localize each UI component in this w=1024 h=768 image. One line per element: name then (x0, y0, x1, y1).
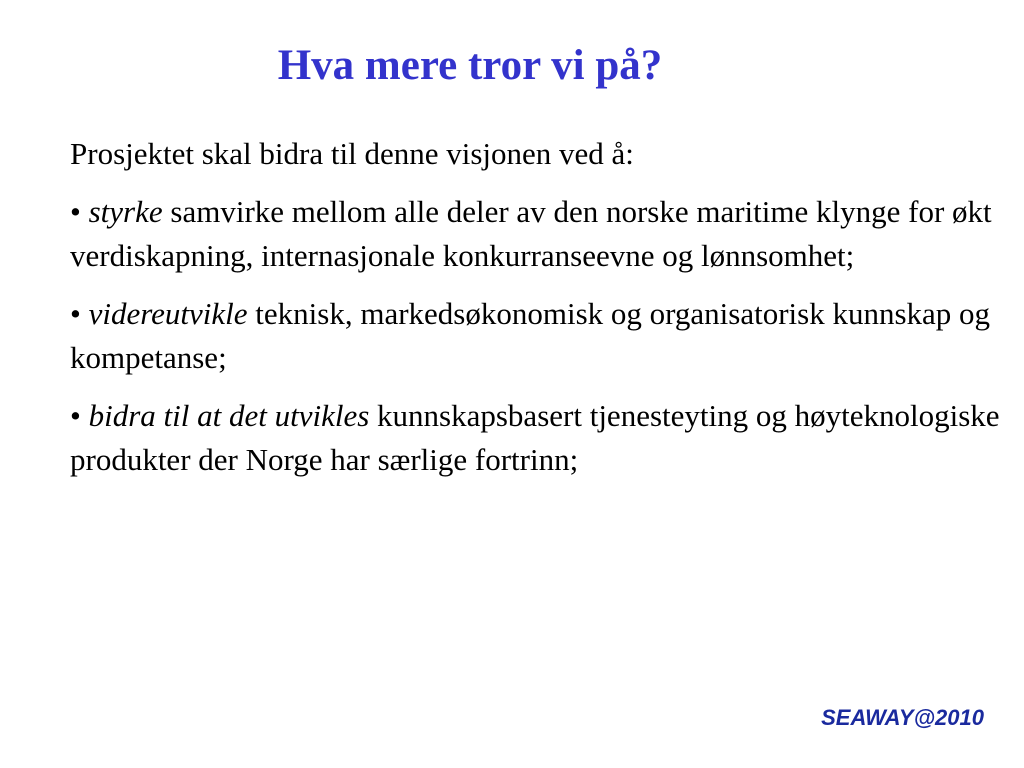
footer-brand-text: SEAWAY@2010 (821, 705, 984, 730)
bullet-item-2 (70, 292, 1010, 380)
intro-paragraph: Prosjektet skal bidra til denne visjonen ved å: (70, 136, 634, 171)
bullet-text: teknisk, markedsøkonomisk og organisatorisk kunnskap og kompetanse; (70, 296, 991, 375)
bullet-emphasis: styrke (88, 194, 163, 229)
bullet-emphasis: bidra til at det utvikles (88, 398, 370, 433)
slide-body (70, 132, 1010, 496)
bullet-marker: • (70, 296, 81, 331)
bullet-marker: • (70, 398, 81, 433)
bullet-item-1 (70, 190, 1010, 278)
slide-title: Hva mere tror vi på? (277, 42, 663, 89)
bullet-text: samvirke mellom alle deler av den norske maritime klynge for økt verdiskapning, internasjonale konkurranseevne og lønnsomhet; (70, 194, 992, 273)
bullet-marker: • (70, 194, 81, 229)
bullet-text: kunnskapsbasert tjenesteyting og høyteknologiske produkter der Norge har særlige fortrinn; (70, 398, 1000, 477)
bullet-item-3 (70, 394, 1010, 482)
bullet-emphasis: videreutvikle (88, 296, 248, 331)
